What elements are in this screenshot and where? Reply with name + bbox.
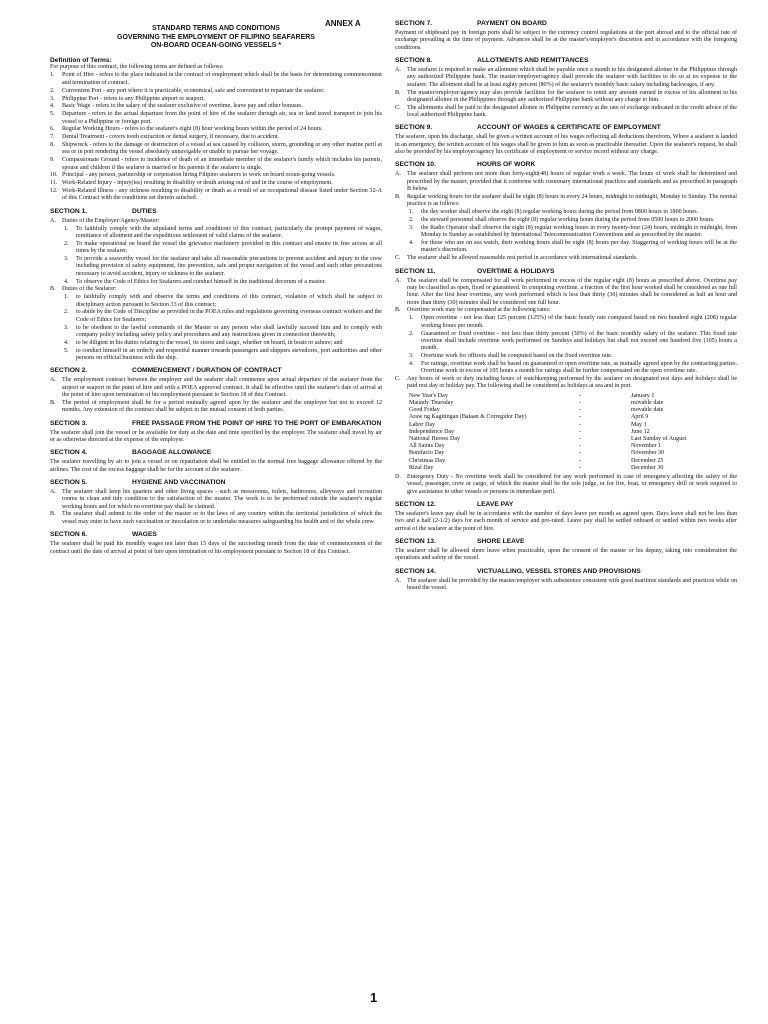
item-marker: 6. xyxy=(50,126,55,133)
section-title: OVERTIME & HOLIDAYS xyxy=(477,267,555,275)
item-text: The period of employment shall be for a period mutually agreed upon by the seafarer and the employer but not to exceed 12 months. Any extension of the contract shall be subject to the mutual consent of both parties. xyxy=(62,399,382,414)
holiday-row xyxy=(409,414,686,421)
seafarer-duties-list xyxy=(64,294,382,362)
item-marker: 2. xyxy=(64,240,69,247)
section-number: SECTION 14. xyxy=(395,567,436,575)
item-marker: 4. xyxy=(409,240,414,247)
holiday-row xyxy=(409,450,686,457)
item-marker: 4. xyxy=(409,360,414,367)
item-marker: 1. xyxy=(409,315,414,322)
holiday-separator: - xyxy=(579,414,582,421)
section-title: LEAVE PAY xyxy=(477,501,514,509)
list-item xyxy=(50,286,382,293)
section-14-heading xyxy=(395,568,737,576)
list-item xyxy=(64,226,382,241)
item-marker: B. xyxy=(395,194,401,200)
item-marker: C. xyxy=(395,255,401,262)
item-marker: 3. xyxy=(64,324,69,331)
section-title: ALLOTMENTS AND REMITTANCES xyxy=(477,57,589,65)
holiday-row xyxy=(409,458,686,465)
item-text: Work-Related Illness - any sickness resulting to disability or death as a result of an occupational disease listed under Section 32-A of this Contract with the conditions set therein satisfied. xyxy=(62,188,382,202)
item-marker: A. xyxy=(395,67,401,74)
item-marker: A. xyxy=(395,277,401,284)
holiday-date: December 25 xyxy=(631,457,664,464)
item-text: Regular Working Hours - refers to the seafarer's eight (8) hour working hours within the period of 24 hours. xyxy=(62,126,323,133)
definitions-list xyxy=(50,72,382,202)
section-2-heading xyxy=(50,367,382,375)
section-title: BAGGAGE ALLOWANCE xyxy=(132,449,212,457)
holidays-table xyxy=(409,393,686,472)
list-item xyxy=(50,126,382,133)
right-column xyxy=(395,18,737,593)
section-13-heading xyxy=(395,538,737,546)
definitions-intro: For purpose of this contract, the following terms are defined as follows: xyxy=(50,64,224,71)
section-number: SECTION 6. xyxy=(50,531,88,539)
item-marker: A. xyxy=(50,377,56,384)
section-title: VICTUALLING, VESSEL STORES AND PROVISIONS xyxy=(477,567,641,575)
item-marker: A. xyxy=(395,171,401,178)
item-text: Work-Related Injury - injury(ies) resulting in disability or death arising out of and in the course of employment. xyxy=(62,180,333,187)
holiday-separator: - xyxy=(579,457,582,464)
list-item xyxy=(409,331,737,353)
item-marker: 5. xyxy=(64,347,69,354)
item-text: Guaranteed or fixed overtime - not less than thirty percent (30%) of the basic monthly salary of the seafarer. This fixed rate overtime shall include overtime work performed on Sundays and holidays but shall not exceed one hundred five (105) hours a month. xyxy=(421,330,737,352)
item-marker: A. xyxy=(50,488,56,495)
list-item xyxy=(409,217,737,224)
section-number: SECTION 7. xyxy=(395,20,433,27)
item-marker: C. xyxy=(395,104,401,111)
item-text: to conduct himself in an orderly and respectful manner towards passengers and shippers stevedores, port authorities and other persons on official business with the ship. xyxy=(76,347,382,361)
list-item xyxy=(395,376,737,391)
page-number: 1 xyxy=(370,990,378,1005)
item-text: to faithfully comply with and observe the terms and conditions of this contract, violation of which shall be subject to disciplinary action pursuant to Section 33 of this contract; xyxy=(76,294,382,308)
item-text: to be diligent in his duties relating to the vessel, its stores and cargo, whether on board, in boats or ashore; and xyxy=(76,339,343,346)
item-marker: 9. xyxy=(50,157,55,164)
holiday-name: Labor Day xyxy=(409,421,436,428)
holiday-separator: - xyxy=(579,435,582,442)
document-title xyxy=(50,25,382,51)
item-text: The seafarer shall be provided by the master/employer with subsistence consistent with good maritime standards and practices while on board the vessel. xyxy=(407,577,737,592)
list-item xyxy=(409,240,737,255)
section-title: WAGES xyxy=(132,531,157,539)
list-item xyxy=(50,180,382,187)
item-marker: 3. xyxy=(50,95,55,102)
item-marker: A. xyxy=(50,217,56,224)
item-marker: 1. xyxy=(64,225,69,232)
employer-duties-list xyxy=(64,226,382,286)
holiday-separator: - xyxy=(579,464,582,471)
item-text: Duties of the Employer/Agency/Master: xyxy=(62,217,160,224)
section-number: SECTION 12. xyxy=(395,501,436,509)
list-item xyxy=(64,256,382,278)
section-1-heading xyxy=(50,208,382,216)
item-marker: B. xyxy=(50,286,56,293)
list-item xyxy=(409,361,737,376)
list-item xyxy=(64,340,382,347)
list-item xyxy=(395,278,737,307)
item-text: the day worker shall observe the eight (8) regular working hours during the period from 0800 hours to 1800 hours. xyxy=(421,209,699,216)
item-text: Emergency Duty - No overtime work shall be considered for any work performed in case of emergency affecting the safety of the vessel, passenger, crew or cargo, of which the master shall be the sole judge, or for fire, boat, or emergency drill or work required to give assistance to other vessels or persons in immediate peril. xyxy=(407,473,737,495)
item-marker: 1. xyxy=(64,294,69,301)
section-12-text: The seafarer's leave pay shall be in accordance with the number of days leave per month as agreed upon. Days leave shall not be less than two and a half (2-1/2) days for each month of service and pro-rated. Leave pay shall be settled onboard or settled within two weeks after arrival of the seafarer at the point of hire. xyxy=(395,511,737,532)
list-item xyxy=(50,88,382,95)
list-item xyxy=(64,325,382,340)
section-10-heading xyxy=(395,161,737,169)
item-text: For ratings, overtime work shall be based on guaranteed or open overtime rate, as mutually agreed upon by the contracting parties. Overtime work in excess of 105 hours a month for ratings shall be further compensated on the open overtime rate. xyxy=(421,360,737,375)
list-item xyxy=(395,67,737,89)
list-item xyxy=(395,105,737,120)
title-line: GOVERNING THE EMPLOYMENT OF FILIPINO SEAFARERS xyxy=(117,33,315,41)
list-item xyxy=(395,194,737,209)
holiday-date: June 12 xyxy=(631,428,650,435)
list-item xyxy=(50,511,382,526)
item-text: To provide a seaworthy vessel for the seafarer and take all reasonable precautions to prevent accident and injury to the crew including provision of safety equipment, fire prevention, safe and proper navigation of the vessel and such other precautions necessary to avoid accident, injury or sickness to the seafarer. xyxy=(76,256,382,277)
item-marker: 5. xyxy=(50,111,55,118)
definitions-heading: Definition of Terms: xyxy=(50,56,112,64)
section-5-list xyxy=(50,489,382,526)
item-marker: B. xyxy=(50,399,56,406)
item-marker: D. xyxy=(395,473,401,480)
list-item xyxy=(409,315,737,330)
holiday-separator: - xyxy=(579,392,582,399)
list-item xyxy=(50,142,382,157)
item-text: The seafarer is required to make an allotment which shall be payable once a month to his designated allottee in the Philippines through any authorized Philippine bank. The master/employer/agency shall provide the seafarer with facilities to do so at no expense to the seafarer. The allotment shall be at least eighty percent (80%) of the seafarer's monthly basic salary including backwages, if any. xyxy=(407,67,737,88)
item-marker: 3. xyxy=(409,224,414,231)
item-text: Convenient Port - any port where it is practicable, economical, safe and convenient to repatriate the seafarer. xyxy=(62,87,325,94)
item-text: Regular working hours for the seafarer shall be eight (8) hours in every 24 hours, midnight to midnight, Monday to Sunday. The normal practice is as follows: xyxy=(407,194,737,208)
item-marker: 1. xyxy=(50,72,55,79)
holiday-separator: - xyxy=(579,428,582,435)
item-text: The seafarer shall submit to the order of the master or to the laws of any country within the territorial jurisdiction of which the vessel may enter to have such vaccination or inoculation or to undertake measures safeguarding his health and of the whole crew. xyxy=(62,511,382,525)
section-5-heading xyxy=(50,479,382,487)
holiday-separator: - xyxy=(579,399,582,406)
section-number: SECTION 11. xyxy=(395,267,436,275)
title-line: ON-BOARD OCEAN-GOING VESSELS * xyxy=(150,42,282,50)
section-number: SECTION 4. xyxy=(50,449,88,457)
holiday-date: Last Sunday of August xyxy=(631,435,687,442)
section-number: SECTION 1. xyxy=(50,207,88,215)
section-title: PAYMENT ON BOARD xyxy=(477,20,547,27)
list-item xyxy=(64,348,382,363)
item-marker: A. xyxy=(395,577,401,584)
holiday-date: May 1 xyxy=(631,421,647,428)
section-9-text: The seafarer, upon his discharge, shall be given a written account of his wages reflecting all deductions therefrom. Where a seafarer is landed in an emergency, the written account of his wages shall be given to him as soon as practicable thereafter. Upon the seafarer's request, he shall also be provided by his employer/agency his certificate of employment or service record without any charge. xyxy=(395,134,737,156)
list-item xyxy=(50,72,382,87)
item-text: The seafarer shall be compensated for all work performed in excess of the regular eight (8) hours as prescribed above. Overtime pay may be classified as open, fixed or guaranteed. In computing overtime, a fraction of the first hour worked shall be considered as one full hour. After the first hour overtime, any work performed which is less than thirty (30) minutes shall be considered as half an hour and more than thirty (30) minutes shall be considered one full hour. xyxy=(407,277,737,306)
section-8-heading xyxy=(395,57,737,65)
left-column xyxy=(50,18,382,557)
holiday-date: November 30 xyxy=(631,450,665,457)
holiday-row xyxy=(409,465,686,472)
holiday-row xyxy=(409,400,686,407)
list-item xyxy=(395,171,737,193)
list-item xyxy=(409,353,737,360)
list-item xyxy=(50,400,382,415)
holiday-separator: - xyxy=(579,443,582,450)
item-marker: 7. xyxy=(50,134,55,141)
holiday-row xyxy=(409,422,686,429)
item-marker: 2. xyxy=(409,330,414,337)
holiday-separator: - xyxy=(579,450,582,457)
overtime-rates-list xyxy=(409,315,737,375)
list-item xyxy=(50,157,382,172)
item-text: The employment contract between the employer and the seafarer shall commence upon actual departure of the seafarer from the airport or seaport in the point of hire and with a POEA approved contract. It shall be effective until the seafarer's date of arrival at the point of hire upon termination of his employment pursuant to Section 18 of this Contract. xyxy=(62,377,382,399)
section-number: SECTION 13. xyxy=(395,538,436,546)
holiday-row xyxy=(409,429,686,436)
item-marker: 3. xyxy=(409,353,414,360)
item-marker: B. xyxy=(395,307,401,314)
list-item xyxy=(395,90,737,105)
section-3-text: The seafarer shall join the vessel or be available for duty at the date and time specified by the employer. The seafarer shall travel by air or as otherwise directed at the expense of the employer. xyxy=(50,429,382,443)
list-item xyxy=(395,474,737,496)
annex-label: ANNEX A xyxy=(325,19,361,28)
item-marker: 12. xyxy=(50,188,58,195)
list-item xyxy=(50,103,382,110)
section-11-heading xyxy=(395,268,737,276)
holiday-row xyxy=(409,436,686,443)
item-marker: 11. xyxy=(50,180,58,187)
item-text: Dental Treatment - covers tooth extraction or dental surgery, if necessary, due to accident. xyxy=(62,134,280,141)
list-item xyxy=(64,294,382,309)
list-item xyxy=(50,96,382,103)
section-number: SECTION 8. xyxy=(395,57,433,65)
item-text: the Radio Operator shall observe the eight (8) regular working hours in every twenty-four (24) hours, midnight to midnight, from Monday to Sunday as established by International Telecommunication Conventions and as prescribed by the master. xyxy=(421,224,737,239)
section-9-heading xyxy=(395,124,737,132)
list-item xyxy=(409,209,737,216)
list-item xyxy=(50,134,382,141)
section-title: SHORE LEAVE xyxy=(477,538,525,546)
holiday-name: Bonifacio Day xyxy=(409,450,445,457)
item-text: Duties of the Seafarer: xyxy=(62,286,117,293)
section-number: SECTION 9. xyxy=(395,124,433,132)
item-marker: 3. xyxy=(64,256,69,263)
section-number: SECTION 3. xyxy=(50,419,88,427)
holiday-name: Rizal Day xyxy=(409,464,434,471)
holiday-name: Maundy Thursday xyxy=(409,399,454,406)
item-marker: C. xyxy=(395,376,401,383)
item-text: Compassionate Ground - refers to incidence of death of an immediate member of the seafarer's family which includes his parents, spouse and children if the seafarer is married or his parents if the seafarer is single. xyxy=(62,157,382,171)
item-text: Departure - refers to the actual departure from the point of hire of the seafarer through air, sea or land travel transport to join his vessel to a Philippine or foreign port. xyxy=(62,111,382,125)
item-marker: 4. xyxy=(64,339,69,346)
holiday-date: November 1 xyxy=(631,443,662,450)
holiday-name: Araw ng Kagitingan (Bataan & Corregidor Day) xyxy=(409,414,527,421)
list-item xyxy=(64,309,382,324)
item-marker: 8. xyxy=(50,142,55,149)
section-title: FREE PASSAGE FROM THE POINT OF HIRE TO THE PORT OF EMBARKATION xyxy=(132,419,382,427)
holiday-name: Independence Day xyxy=(409,428,455,435)
list-item xyxy=(50,188,382,203)
section-7-text: Payment of shipboard pay in foreign ports shall be subject to the currency control regulations at the port abroad and to the official rate of exchange prevailing at the time of payment. Advances shall be at the master's/employer's discretion and in accordance with the foregoing conditions. xyxy=(395,30,737,51)
holiday-separator: - xyxy=(579,421,582,428)
item-text: the steward personnel shall observe the eight (8) regular working hours during the period from 0500 hours to 2000 hours. xyxy=(421,217,715,224)
item-text: Shipwreck - refers to the damage or destruction of a vessel at sea caused by collision, storm, grounding or any other marine peril at sea or in port rendering the vessel absolutely unnavigable or unable to pursue her voyage. xyxy=(62,142,382,156)
list-item xyxy=(50,111,382,126)
holiday-name: Good Friday xyxy=(409,407,440,414)
list-item xyxy=(50,489,382,511)
item-marker: 10. xyxy=(50,172,58,179)
item-text: to abide by the Code of Discipline as provided in the POEA rules and regulations governing overseas contract workers and the Code of Ethics for Seafarers; xyxy=(76,309,382,323)
working-hours-list xyxy=(409,209,737,255)
list-item xyxy=(64,241,382,256)
holiday-date: January 1 xyxy=(631,392,655,399)
holiday-date: April 9 xyxy=(631,414,649,421)
holiday-name: New Year's Day xyxy=(409,392,448,399)
item-text: for those who are on sea watch, their working hours shall be eight (8) hours per day. Staggering of working hours will be at the master's discretion. xyxy=(421,240,737,254)
section-4-text: The seafarer travelling by air to join a vessel or on repatriation shall be entitled to the normal free baggage allowance offered by the airlines. The cost of the excess baggage shall be for the account of the seafarer. xyxy=(50,459,382,473)
item-text: To make operational on board the vessel the grievance machinery provided in this contract and ensure its free access at all times by the seafarer. xyxy=(76,240,382,255)
list-item xyxy=(64,279,382,286)
holiday-date: movable date xyxy=(631,407,664,414)
item-marker: 4. xyxy=(64,278,69,285)
section-12-heading xyxy=(395,501,737,509)
holiday-row xyxy=(409,393,686,400)
holiday-date: December 30 xyxy=(631,464,664,471)
item-marker: 2. xyxy=(64,309,69,316)
item-text: to be obedient to the lawful commands of the Master or any person who shall lawfully succeed him and to comply with company policy including safety policy and procedures and any instructions given in connection therewith; xyxy=(76,324,382,338)
list-item xyxy=(409,225,737,240)
section-2-list xyxy=(50,377,382,414)
list-item xyxy=(395,578,737,593)
item-text: Philippine Port - refers to any Philippine airport or seaport. xyxy=(62,95,205,102)
section-6-heading xyxy=(50,531,382,539)
section-number: SECTION 5. xyxy=(50,478,88,486)
holiday-date: movable date xyxy=(631,399,664,406)
list-item xyxy=(50,218,382,225)
item-text: The seafarer shall keep his quarters and other living spaces - such as messrooms, toilets, bathrooms, alleyways and recreation rooms in clean and tidy condition to the satisfaction of the master. The work is to be performed outside the seafarer's regular working hours and for which no overtime pay shall be claimed. xyxy=(62,488,382,510)
section-number: SECTION 10. xyxy=(395,161,436,169)
section-title: ACCOUNT OF WAGES & CERTIFICATE OF EMPLOYMENT xyxy=(477,124,661,132)
item-text: To faithfully comply with the stipulated terms and conditions of this contract, particularly the prompt payment of wages, remittance of allotment and the expeditious settlement of valid claims of the seafarer. xyxy=(76,225,382,239)
item-marker: B. xyxy=(395,89,401,96)
list-item xyxy=(50,172,382,179)
section-8-list xyxy=(395,67,737,119)
section-13-text: The seafarer shall be allowed shore leave when practicable, upon the consent of the master or his deputy, taking into consideration the operations and safety of the vessel. xyxy=(395,548,737,562)
item-text: Basic Wage - refers to the salary of the seafarer exclusive of overtime, leave pay and other bonuses. xyxy=(62,103,304,110)
list-item xyxy=(395,307,737,314)
item-text: Any hours of work or duty including hours of watchkeeping performed by the seafarer on designated rest days and holidays shall be paid rest day or holiday pay. The following shall be considered as holidays at sea and in port. xyxy=(407,376,737,390)
section-title: DUTIES xyxy=(132,207,157,215)
item-marker: 2. xyxy=(50,87,55,94)
item-text: Overtime work for officers shall be computed based on the fixed overtime rate. xyxy=(421,353,613,360)
section-title: COMMENCEMENT / DURATION OF CONTRACT xyxy=(132,367,282,375)
item-text: To observe the Code of Ethics for Seafarers and conduct himself in the traditional decorum of a master. xyxy=(76,278,326,285)
list-item xyxy=(50,377,382,399)
item-text: The master/employer/agency may also provide facilities for the seafarer to remit any amount earned in excess of his allotment to his designated allottee in the Philippines through any authorized Philippine bank without any charge to him. xyxy=(407,89,737,103)
item-marker: B. xyxy=(50,511,56,518)
item-text: Principal - any person, partnership or corporation hiring Filipino seafarers to work on board ocean-going vessels. xyxy=(62,172,336,179)
section-number: SECTION 2. xyxy=(50,367,88,375)
item-text: Overtime work may be compensated at the following rates: xyxy=(407,307,551,314)
item-text: Point of Hire - refers to the place indicated in the contract of employment which shall be the basis for determining commencement and termination of contract. xyxy=(62,72,382,86)
title-line: STANDARD TERMS AND CONDITIONS xyxy=(152,25,280,32)
item-marker: 2. xyxy=(409,217,414,224)
section-title: HOURS OF WORK xyxy=(477,161,536,169)
holiday-name: All Saints Day xyxy=(409,443,445,450)
section-4-heading xyxy=(50,449,382,457)
list-item xyxy=(395,255,737,262)
item-text: The allotments shall be paid to the designated allottee in Philippine currency at the rate of exchange indicated in the credit advice of the local authorized Philippine bank. xyxy=(407,104,737,119)
holiday-name: National Heroes Day xyxy=(409,435,461,442)
holiday-separator: - xyxy=(579,407,582,414)
item-text: Open overtime - not less than 125 percent (125%) of the basic hourly rate computed based on two hundred eight (208) regular working hours per month. xyxy=(421,315,737,329)
item-marker: 4. xyxy=(50,103,55,110)
section-6-text: The seafarer shall be paid his monthly wages not later than 15 days of the succeeding month from the date of commencement of the contract until the date of arrival at point of hire upon termination of his employment pursuant to Section 18 of this Contract. xyxy=(50,541,382,555)
section-7-heading xyxy=(395,20,737,28)
holiday-row xyxy=(409,443,686,450)
item-text: The seafarer shall perform not more than forty-eight(48) hours of regular work a week. The hours of work shall be determined and prescribed by the master, provided that it conforms with customary international practices and standards and as prescribed in paragraph B below. xyxy=(407,171,737,193)
item-marker: 1. xyxy=(409,209,414,216)
holiday-name: Christmas Day xyxy=(409,457,446,464)
section-3-heading xyxy=(50,420,382,428)
item-text: The seafarer shall be allowed reasonable rest period in accordance with international standards. xyxy=(407,255,638,262)
section-title: HYGIENE AND VACCINATION xyxy=(132,478,226,486)
